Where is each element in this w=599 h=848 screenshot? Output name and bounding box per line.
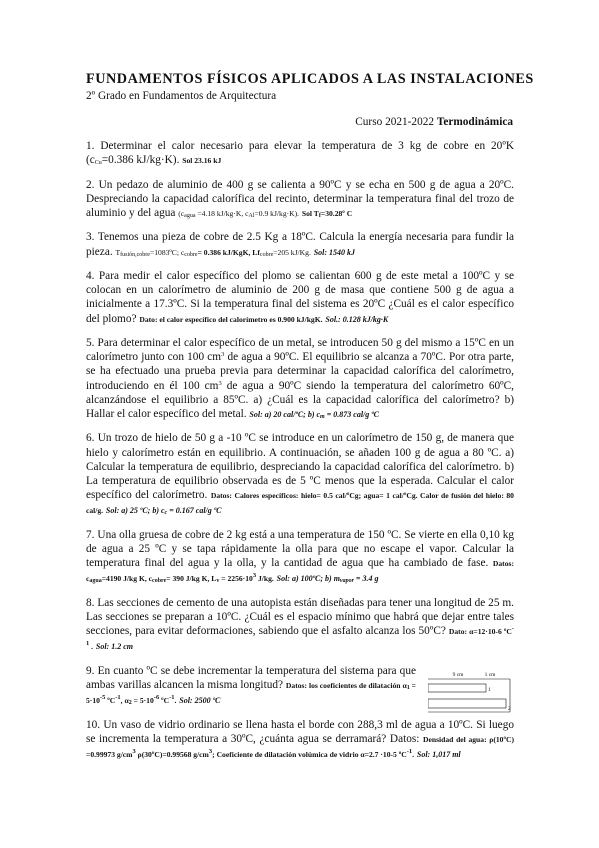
course-line <box>355 116 513 128</box>
problem-1: 1. Determinar el calor necesario para elevar la temperatura de 3 kg de cobre en 20ºK ($c_{Cu}=0.386$ kJ/kg·K). Sol 23.16 kJ <box>86 140 514 167</box>
data-2: ($c_{agua} =4.18$ kJ/kg·K, $c_{Al}=0.9$ kJ/kg·K). <box>178 209 300 219</box>
solution-5: Sol: a) 20 cal/ºC; b) $c_m = 0.873$ cal/g ºC <box>249 410 379 420</box>
rod-2-label: 2 <box>508 705 511 712</box>
rod-1-label: 1 <box>488 686 491 693</box>
document-title: FUNDAMENTOS FÍSICOS APLICADOS A LAS INSTALACIONES <box>86 71 534 87</box>
data-4: Dato: el calor específico del calorímetro es 0.900 kJ/kgK. <box>139 314 323 324</box>
course-topic: Termodinámica <box>436 116 513 128</box>
data-10: Densidad del agua: ρ(10ºC) =0.99973 $g/cm^3$ ρ(30ºC)=0.99568 $g/cm^3$; Coeficiente de dilatación volúmica de vidrio α=2.7 ·10-5 ºC$^{-1}$. <box>86 734 514 759</box>
document-subtitle: 2º Grado en Fundamentos de Arquitectura <box>86 90 277 102</box>
problem-2: 2. Un pedazo de aluminio de 400 g se calienta a 90ºC y se echa en 500 g de agua a 20ºC. Despreciando la capacidad calorífica del recinto, determinar la temperatura final del trozo de aluminio y del agua ($c_{agua} =4.18$ kJ/kg·K, $c_{Al}=0.9$ kJ/kg·K). Sol $T_f=30.28º$ C <box>86 178 514 219</box>
course-year: Curso 2021-2022 <box>355 116 435 128</box>
solution-6: Sol: a) 25 ºC; b) $c_c = 0.167$ cal/g ºC <box>105 506 222 517</box>
problem-9: 9. En cuanto ºC se debe incrementar la temperatura del sistema para que ambas varillas alcancen la misma longitud? Datos: los coeficientes de dilatación $\alpha_1 = 5\cdot 10^{-5}$ ºC$^{-1}$, $\alpha_2 = 5\cdot 10^{-6}$ ºC$^{-1}$. Sol: 2500 ºC 9 cm 1 cm 1 2 <box>86 664 514 709</box>
solution-9: Sol: 2500 ºC <box>179 696 221 706</box>
problem-list <box>86 139 514 771</box>
solution-2: Sol $T_f=30.28º$ C <box>301 209 353 219</box>
data-6: Datos: Calores específicos: hielo= 0.5 cal/ºCg; agua= 1 cal/ºCg. Calor de fusión del hielo: 80 cal/g. <box>86 491 514 516</box>
problem-3: 3. Tenemos una pieza de cobre de 2.5 Kg a 18ºC. Calcula la energía necesaria para fundir la pieza. $T_{fusión,cobre}=1083ºC$; $c_{cobre}= 0.386$ kJ/KgK, $Lf_{cobre}=205$ kJ/Kg. Sol: 1540 kJ <box>86 231 514 258</box>
rods-diagram <box>428 670 514 714</box>
problem-4: 4. Para medir el calor específico del plomo se calientan 600 g de este metal a 100ºC y se colocan en un calorímetro de aluminio de 200 g de masa que contiene 500 g de agua a inicialmente a 17.3ºC. Si la temperatura final del sistema es 20ºC ¿Cuál es el calor específico del plomo? Dato: el calor específico del calorímetro es 0.900 kJ/kgK. Sol.: 0.128 kJ/kg·K <box>86 269 514 325</box>
data-7: Datos: $c_{agua}=4190$ J/kg K, $c_{cobre}= 390$ J/kg K, $L_v = 2256\cdot 10^3$ J/kg. <box>86 559 514 585</box>
data-3: $T_{fusión,cobre}=1083ºC$; $c_{cobre}= 0.386$ kJ/KgK, $Lf_{cobre}=205$ kJ/Kg. <box>115 247 311 258</box>
problem-10: 10. Un vaso de vidrio ordinario se llena hasta el borde con 288,3 ml de agua a 10ºC. Si luego se incrementa la temperatura a 30ºC, ¿cuánta agua se derramará? Datos: Densidad del agua: ρ(10ºC) =0.99973 $g/cm^3$ ρ(30ºC)=0.99568 $g/cm^3$; Coeficiente de dilatación volúmica de vidrio α=2.7 ·10-5 ºC$^{-1}$. Sol: 1,017 ml <box>86 718 514 759</box>
solution-3: Sol: 1540 kJ <box>313 247 356 257</box>
solution-10: Sol: 1,017 ml <box>416 750 461 759</box>
rod-2 <box>428 699 506 708</box>
rod-length-label-left: 9 cm <box>452 671 464 678</box>
data-9: Datos: los coeficientes de dilatación $\alpha_1 = 5\cdot 10^{-5}$ ºC$^{-1}$, $\alpha_2 = 5\cdot 10^{-6}$ ºC$^{-1}$. <box>86 681 416 707</box>
solution-1: Sol 23.16 kJ <box>182 156 222 166</box>
rod-1 <box>428 684 486 692</box>
problem-8: 8. Las secciones de cemento de una autopista están diseñadas para tener una longitud de 25 m. Las secciones se preparan a 10ºC. ¿Cuál es el espacio mínimo que habrá que dejar entre tales secciones, para evitar deformaciones, sabiendo que el asfalto alcanza los 50ºC? Dato: α=12·10-6 ºC$^{-1}$ . Sol: 1.2 cm <box>86 596 514 652</box>
problem-5: 5. Para determinar el calor específico de un metal, se introducen 50 g del mismo a 15ºC en un calorímetro junto con 100 $cm^3$ de agua a 90ºC. El equilibrio se alcanza a 70ºC. Por otra parte, se ha efectuado una prueba previa para determinar la capacidad calorífica del calorímetro, introduciendo en él 100 $cm^3$ de agua a 90ºC siendo la temperatura del calorímetro 60ºC, alcanzándose el equilibrio a 85ºC. a) ¿Cuál es la capacidad calorífica del calorímetro? b) Hallar el calor específico del metal. Sol: a) 20 cal/ºC; b) $c_m = 0.873$ cal/g ºC <box>86 336 514 420</box>
solution-4: Sol.: 0.128 kJ/kg·K <box>325 314 389 324</box>
data-8: Dato: α=12·10-6 ºC$^{-1}$ . <box>86 625 514 652</box>
solution-7: Sol: a) 100ºC; b) $m_{vapor} = 3.4$ g <box>276 574 379 585</box>
problem-7: 7. Una olla gruesa de cobre de 2 kg está a una temperatura de 150 ºC. Se vierte en ella 0,10 kg de agua a 25 ºC y se tapa rápidamente la olla para que no escape el vapor. Calcular la temperatura final del agua y la olla, y la cantidad de agua que ha cambiado de fase. Datos: $c_{agua}=4190$ J/kg K, $c_{cobre}= 390$ J/kg K, $L_v = 2256\cdot 10^3$ J/kg. Sol: a) 100ºC; b) $m_{vapor} = 3.4$ g <box>86 528 514 585</box>
solution-8: Sol: 1.2 cm <box>95 642 133 652</box>
problem-6: 6. Un trozo de hielo de 50 g a -10 ºC se introduce en un calorímetro de 150 g, de manera que hielo y calorímetro están en equilibrio. A continuación, se añaden 100 g de agua a 80 ºC. a) Calcular la temperatura de equilibrio, despreciando la capacidad calorífica del calorímetro. b) La temperatura de equilibrio observada es de 5 ºC menos que la esperada. Calcular el calor específico del calorímetro. Datos: Calores específicos: hielo= 0.5 cal/ºCg; agua= 1 cal/ºCg. Calor de fusión del hielo: 80 cal/g. Sol: a) 25 ºC; b) $c_c = 0.167$ cal/g ºC <box>86 432 514 517</box>
rod-length-label-right: 1 cm <box>484 671 496 678</box>
